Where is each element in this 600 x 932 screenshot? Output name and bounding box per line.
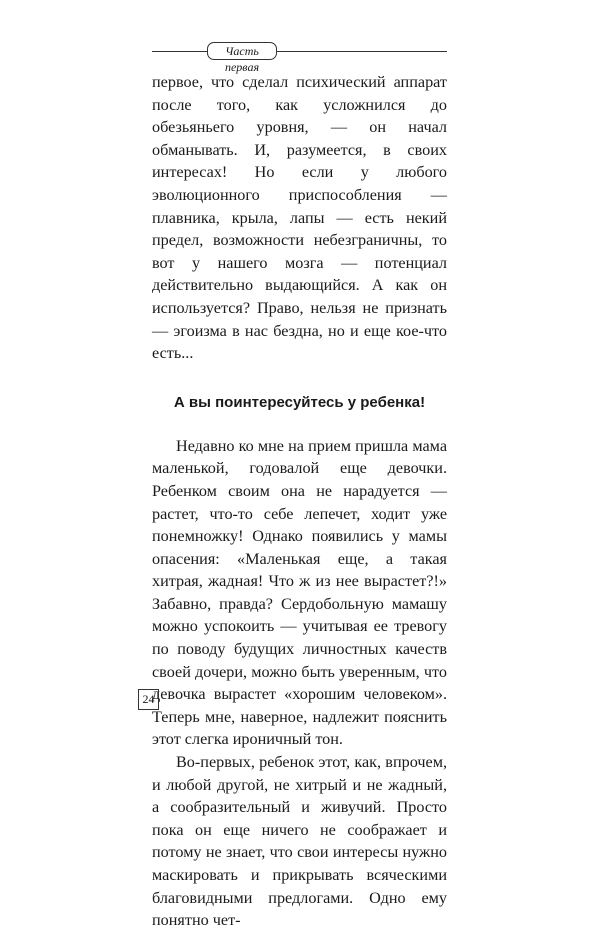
page-number: 24	[138, 689, 159, 710]
running-header	[152, 42, 447, 74]
section-label: Часть первая	[207, 42, 277, 60]
header-rule-left	[152, 51, 207, 52]
paragraph: Недавно ко мне на прием пришла мама маленькой, годовалой еще девочки. Ребенком своим она не нарадуется — растет, что-то себе лепечет, ходит уже понемножку! Однако появились у мамы опасения: «Маленькая еще, а такая хитрая, жадная! Что ж из нее вырастет?!» Забавно, правда? Сердобольную мамашу можно успокоить — учитывая ее тревогу по поводу будущих личностных качеств своей дочери, можно быть уверенным, что девочка вырастет «хорошим человеком». Теперь мне, наверное, надлежит пояснить этот слегка ироничный тон.	[152, 436, 447, 749]
header-rule-right	[277, 51, 447, 52]
paragraph-continued: первое, что сделал психический аппарат после того, как усложнился до обезьяньего уровня, — он начал обманывать. И, разумеется, в своих интересах! Но если у любого эволюционного приспособления — плавника, крыла, лапы — есть некий предел, возможности небезграничны, то вот у нашего мозга — потенциал действительно выдающийся. А как он используется? Право, нельзя не признать — эгоизма в нас бездна, но и еще кое-что есть...	[152, 73, 447, 363]
page-body	[152, 71, 447, 932]
paragraph: Во-первых, ребенок этот, как, впрочем, и любой другой, не хитрый и не жадный, а сообразительный и живучий. Просто пока он еще ничего не соображает и потому не знает, что свои интересы нужно маскировать и прикрывать всяческими благовидными предлогами. Одно ему понятно чет-	[152, 753, 447, 930]
section-heading: А вы поинтересуйтесь у ребенка!	[173, 393, 426, 411]
